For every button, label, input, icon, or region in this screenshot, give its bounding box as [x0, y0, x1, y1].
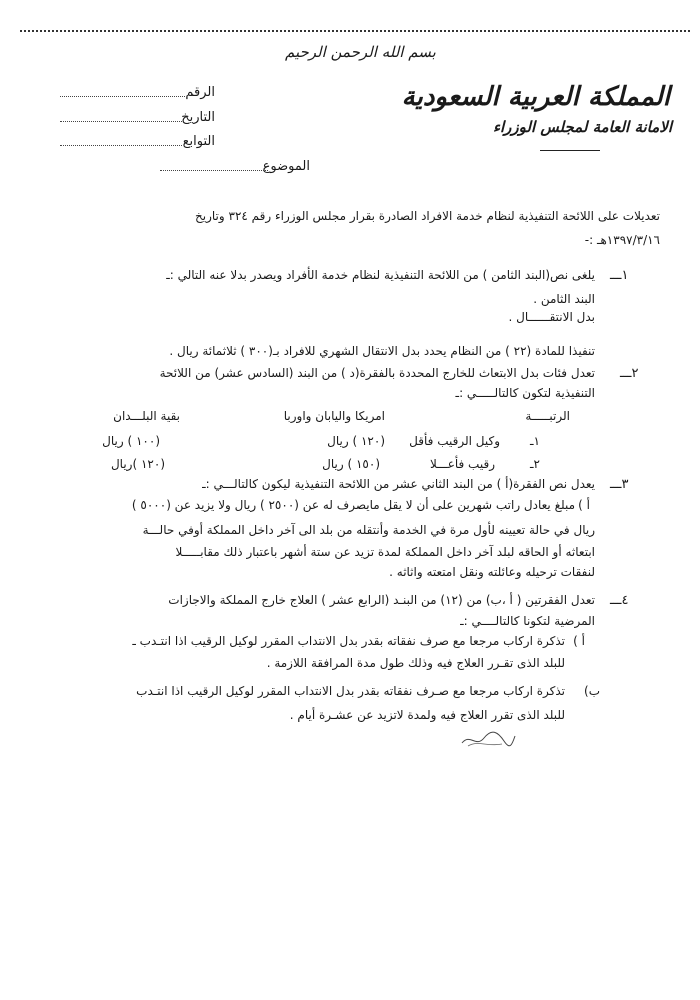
table-row-1-rank: وكيل الرقيب فأقل: [409, 434, 500, 448]
number-label: الرقم: [185, 85, 215, 100]
item-4-line-1: تعدل الفقرتين ( أ ،ب) من (١٢) من البنـد (الرابع عشر ) العلاج خارج المملكة والاجازات: [168, 593, 595, 607]
subject-field-line: [160, 170, 268, 171]
item-4a-line-1: تذكرة اركاب مرجعا مع صرف نفقاته بقدر بدل الانتداب المقرر لوكيل الرقيب اذا انتـدب ـ: [132, 634, 565, 648]
item-4b-line-2: للبلد الذى تقرر العلاج فيه ولمدة لاتزيد عن عشـرة أيام .: [289, 708, 565, 722]
table-row-2-rank: رقيب فأعـــلا: [429, 457, 495, 471]
item-3-line-2: مبلغ يعادل راتب شهرين على أن لا يقل مايصرف له عن (٢٥٠٠ ) ريال ولا يزيد عن (٥٠٠٠ ): [131, 498, 575, 512]
table-row-2-america: (١٥٠ ) ريال: [322, 457, 380, 471]
item-1-line-3: بدل الانتقــــــال .: [508, 310, 595, 324]
table-header-rank: الرتبـــــة: [525, 409, 570, 423]
signature-scribble: [458, 728, 518, 750]
item-4a-marker: أ ): [573, 634, 585, 648]
attachments-field-line: [60, 145, 182, 146]
table-header-america: امريكا واليابان واوربا: [283, 409, 385, 423]
attachments-label: التوابع: [182, 134, 215, 149]
table-row-1-america: (١٢٠ ) ريال: [327, 434, 385, 448]
item-3-number: ٣ـــ: [610, 477, 629, 492]
table-row-2-others: (١٢٠ )ريال: [110, 457, 165, 471]
table-row-2-index: ٢ـ: [530, 457, 540, 471]
item-3-marker: أ ): [578, 498, 590, 512]
subject-line-2: ١٣٩٧/٣/١٦هـ :-: [584, 233, 660, 247]
item-1-number: ١ـــ: [610, 268, 629, 283]
item-1-line-1: يلغى نص(البند الثامن ) من اللائحة التنفيذية لنظام خدمة الأفراد ويصدر بدلا عنه التالي :ـ: [166, 268, 595, 282]
subject-label: الموضوع: [262, 159, 310, 174]
table-row-1-index: ١ـ: [530, 434, 540, 448]
top-dotted-border: [20, 30, 690, 32]
item-4b-marker: ب): [584, 684, 600, 698]
item-2-line-2: التنفيذية لتكون كالتالـــــي :ـ: [455, 386, 595, 400]
secretariat-name: الامانة العامة لمجلس الوزراء: [492, 118, 672, 136]
table-header-others: بقية البلـــدان: [113, 409, 180, 423]
basmala: بسم الله الرحمن الرحيم: [285, 43, 436, 61]
kingdom-name: المملكة العربية السعودية: [401, 82, 670, 112]
item-3-line-3: ريال في حالة تعيينه لأول مرة في الخدمة وأنتقله من بلد الى آخر داخل المملكة أوفي حالـــة: [142, 523, 595, 537]
item-1-line-2: البند الثامن .: [533, 292, 595, 306]
item-3-line-5: لنفقات ترحيله وعائلته ونقل امتعته واثاثه .: [389, 565, 595, 579]
secretariat-underline: [540, 150, 600, 151]
item-3-line-1: يعدل نص الفقرة(أ ) من البند الثاني عشر من اللائحة التنفيذية ليكون كالتالـــي :ـ: [202, 477, 595, 491]
date-field-line: [60, 121, 182, 122]
item-3-line-4: ابتعاثه أو الحاقه لبلد آخر داخل المملكة لمدة تزيد عن ستة أشهر باعتبار ذلك مقابـــــلا: [175, 545, 595, 559]
table-row-1-others: (١٠٠ ) ريال: [102, 434, 160, 448]
item-4-line-2: المرضية لتكونا كالتالــــي :ـ: [460, 614, 595, 628]
item-2-number: ٢ـــ: [620, 366, 639, 381]
item-4a-line-2: للبلد الذى تقـرر العلاج فيه وذلك طول مدة المرافقة اللازمة .: [266, 656, 565, 670]
item-4-number: ٤ـــ: [610, 593, 629, 608]
item-1-line-4: تنفيذا للمادة (٢٢ ) من النظام يحدد بدل الانتقال الشهري للافراد بـ(٣٠٠ ) ثلاثمائة ريال .: [169, 344, 595, 358]
item-2-line-1: تعدل فئات بدل الابتعاث للخارج المحددة بالفقرة(د ) من البند (السادس عشر) من اللائحة: [159, 366, 595, 380]
item-4b-line-1: تذكرة اركاب مرجعا مع صـرف نفقاته بقدر بدل الانتداب المقرر لوكيل الرقيب اذا انتـدب: [136, 684, 565, 698]
subject-line-1: تعديلات على اللائحة التنفيذية لنظام خدمة الافراد الصادرة بقرار مجلس الوزراء رقم ٣٢٤ وتاريخ: [195, 209, 660, 223]
number-field-line: [60, 96, 185, 97]
date-label: التاريخ: [181, 110, 215, 125]
